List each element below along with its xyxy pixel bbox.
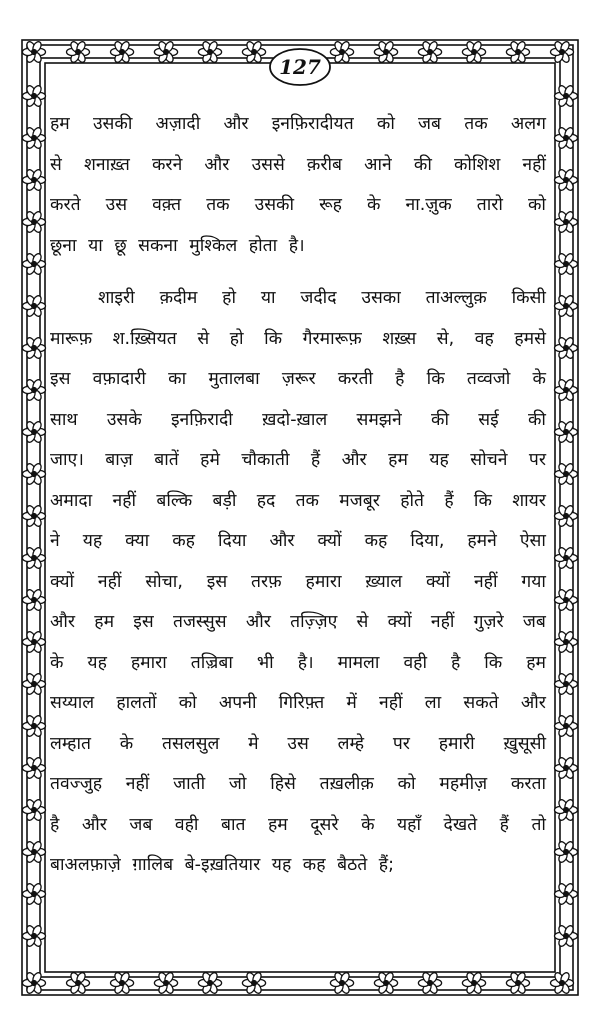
text-line: जाए। बाज़ बातें हमे चौकाती हैं और हम यह सोचने पर xyxy=(50,450,546,470)
text-line: छूना या छू सकना मुश्किल होता है। xyxy=(50,235,305,256)
flower-ornament-icon xyxy=(22,672,45,695)
flower-ornament-icon xyxy=(330,971,353,994)
flower-ornament-icon xyxy=(22,924,45,947)
flower-ornament-icon xyxy=(555,84,578,107)
flower-ornament-icon xyxy=(555,294,578,317)
flower-ornament-icon xyxy=(555,882,578,905)
paragraph-1 xyxy=(50,104,546,266)
flower-ornament-icon xyxy=(22,756,45,779)
flower-ornament-icon xyxy=(22,504,45,527)
text-line: तवज्जुह नहीं जाती जो हिसे तख़लीक़ को महमीज़ करता xyxy=(50,774,546,794)
text-line: बाअलफ़ाज़े ग़ालिब बे-इख़तियार यह कह बैठते हैं; xyxy=(50,855,394,875)
flower-ornament-icon xyxy=(111,40,134,63)
flower-ornament-icon xyxy=(374,971,397,994)
flower-ornament-icon xyxy=(67,971,90,994)
page-number: 127 xyxy=(279,55,321,79)
flower-ornament-icon xyxy=(22,840,45,863)
flower-ornament-icon xyxy=(462,40,485,63)
flower-ornament-icon xyxy=(418,971,441,994)
flower-ornament-icon xyxy=(22,40,45,63)
flower-ornament-icon xyxy=(555,546,578,569)
flower-ornament-icon xyxy=(111,971,134,994)
flower-ornament-icon xyxy=(555,252,578,275)
flower-ornament-icon xyxy=(22,420,45,443)
flower-ornament-icon xyxy=(22,971,45,994)
flower-ornament-icon xyxy=(198,971,221,994)
flower-ornament-icon xyxy=(330,40,353,63)
flower-ornament-icon xyxy=(555,504,578,527)
flower-ornament-icon xyxy=(22,336,45,359)
flower-ornament-icon xyxy=(555,924,578,947)
text-line: से शनाख़्त करने और उससे क़रीब आने की कोशिश नहीं xyxy=(50,154,546,175)
flower-ornament-icon xyxy=(22,252,45,275)
flower-ornament-icon xyxy=(22,84,45,107)
flower-ornament-icon xyxy=(154,40,177,63)
flower-ornament-icon xyxy=(555,798,578,821)
flower-ornament-icon xyxy=(555,630,578,653)
flower-ornament-icon xyxy=(506,971,529,994)
text-line: अमादा नहीं बल्कि बड़ी हद तक मजबूर होते हैं कि शायर xyxy=(50,490,546,511)
flower-ornament-icon xyxy=(555,210,578,233)
flower-ornament-icon xyxy=(22,588,45,611)
text-line: ने यह क्या कह दिया और क्यों कह दिया, हमने ऐसा xyxy=(50,531,546,551)
flower-ornament-icon xyxy=(22,294,45,317)
body-text xyxy=(50,104,546,886)
text-line: इस वफ़ादारी का मुतालबा ज़रूर करती है कि तव्वजो के xyxy=(50,369,546,389)
text-line: सय्याल हालतों को अपनी गिरिफ़्त में नहीं ला सकते और xyxy=(50,693,546,713)
flower-ornament-icon xyxy=(374,40,397,63)
flower-ornament-icon xyxy=(462,971,485,994)
flower-ornament-icon xyxy=(242,40,265,63)
flower-ornament-icon xyxy=(555,714,578,737)
flower-ornament-icon xyxy=(555,336,578,359)
flower-ornament-icon xyxy=(22,630,45,653)
flower-ornament-icon xyxy=(22,546,45,569)
paragraph-2 xyxy=(50,278,546,886)
flower-ornament-icon xyxy=(506,40,529,63)
flower-ornament-icon xyxy=(555,462,578,485)
text-line: हम उसकी अज़ादी और इनफ़िरादीयत को जब तक अलग xyxy=(50,114,546,134)
flower-ornament-icon xyxy=(22,714,45,737)
flower-ornament-icon xyxy=(198,40,221,63)
flower-ornament-icon xyxy=(22,126,45,149)
flower-ornament-icon xyxy=(22,210,45,233)
text-line: के यह हमारा तज़्रिबा भी है। मामला वही है कि हम xyxy=(50,652,546,673)
flower-ornament-icon xyxy=(22,462,45,485)
text-line: मारूफ़ श.ख़्सियत से हो कि गैरमारूफ़ शख़्स से, वह हमसे xyxy=(50,328,546,349)
text-line: करते उस वक़्त तक उसकी रूह के ना.ज़ुक तारो को xyxy=(50,195,546,215)
flower-ornament-icon xyxy=(67,40,90,63)
flower-ornament-icon xyxy=(555,378,578,401)
text-line: लम्हात के तसलसुल मे उस लम्हे पर हमारी ख़ुसूसी xyxy=(50,733,546,754)
flower-ornament-icon xyxy=(22,168,45,191)
flower-ornament-icon xyxy=(551,971,574,994)
flower-ornament-icon xyxy=(418,40,441,63)
flower-ornament-icon xyxy=(555,672,578,695)
text-line: है और जब वही बात हम दूसरे के यहाँ देखते हैं तो xyxy=(50,814,546,835)
flower-ornament-icon xyxy=(555,126,578,149)
flower-ornament-icon xyxy=(22,798,45,821)
flower-ornament-icon xyxy=(555,420,578,443)
flower-ornament-icon xyxy=(154,971,177,994)
flower-ornament-icon xyxy=(555,588,578,611)
text-line: साथ उसके इनफ़िरादी ख़दो-ख़ाल समझने की सई की xyxy=(50,409,546,430)
text-line: क्यों नहीं सोचा, इस तरफ़ हमारा ख़्याल क्यों नहीं गया xyxy=(50,571,546,592)
flower-ornament-icon xyxy=(555,756,578,779)
flower-ornament-icon xyxy=(242,971,265,994)
flower-ornament-icon xyxy=(555,840,578,863)
flower-ornament-icon xyxy=(22,378,45,401)
flower-ornament-icon xyxy=(555,168,578,191)
text-line: और हम इस तजस्सुस और तज़्ज़िए से क्यों नहीं गुज़रे जब xyxy=(50,612,546,632)
text-line: शाइरी क़दीम हो या जदीद उसका ताअल्लुक़ किसी xyxy=(98,288,546,308)
flower-ornament-icon xyxy=(551,40,574,63)
flower-ornament-icon xyxy=(22,882,45,905)
